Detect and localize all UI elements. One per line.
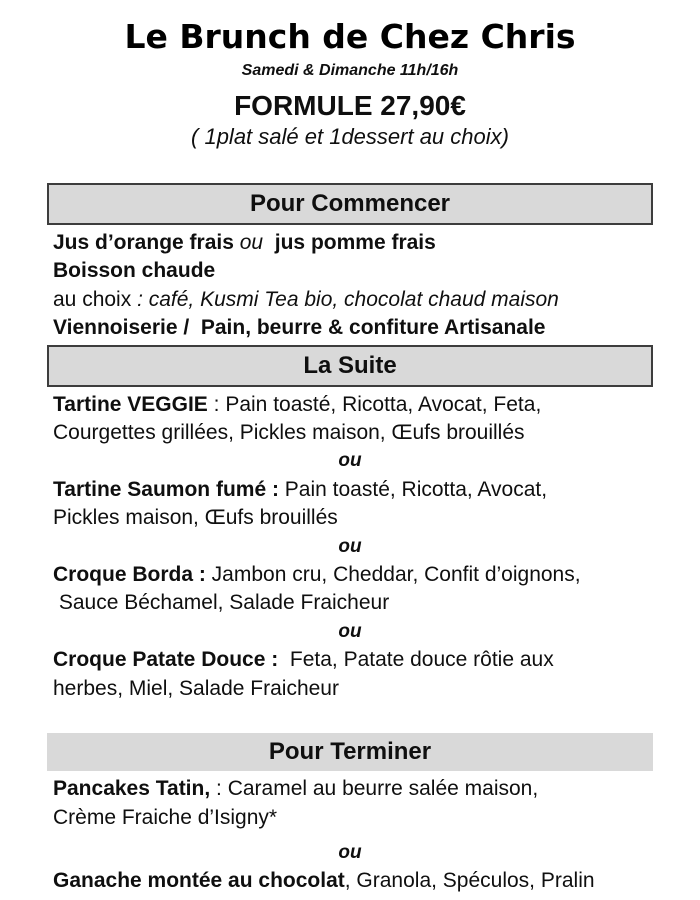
menu-line-run: Boisson chaude — [53, 259, 216, 283]
menu-line-run: : Pain toasté, Ricotta, Avocat, Feta, — [207, 392, 542, 416]
menu-line-run: Tartine VEGGIE — [53, 392, 208, 416]
menu-line-run: : Caramel au beurre salée maison, — [210, 777, 539, 801]
menu-line — [53, 419, 653, 447]
menu-line-run: Pain toasté, Ricotta, Avocat, — [278, 477, 548, 501]
menu-line-run: Sauce Béchamel, Salade Fraicheur — [53, 591, 390, 615]
menu-line-run: Jus d’orange frais — [53, 231, 240, 254]
menu-line-run: Courgettes grillées, Pickles maison, Œufs brouillés — [53, 421, 525, 445]
section-pour-commencer — [47, 183, 653, 343]
menu-line-run: ou — [239, 231, 264, 254]
menu-line — [53, 775, 653, 803]
menu-line — [53, 391, 653, 419]
menu-line — [53, 286, 653, 314]
menu-line — [53, 867, 653, 895]
menu-line-run: Pickles maison, Œufs brouillés — [53, 506, 338, 530]
menu-line — [53, 561, 653, 589]
menu-line-run: Croque Patate Douce : — [53, 648, 279, 672]
choice-separator: ou — [338, 841, 362, 863]
section-pour-terminer — [47, 733, 653, 896]
menu-line-run: Croque Borda : — [53, 563, 206, 587]
menu-line-run: au choix — [53, 287, 138, 311]
opening-hours: Samedi & Dimanche 11h/16h — [241, 62, 459, 79]
section-header-pour-terminer: Pour Terminer — [47, 733, 653, 771]
section-body-pour-commencer — [47, 225, 653, 343]
menu-line-run: : café, Kusmi Tea bio, chocolat chaud maison — [137, 287, 559, 311]
menu-line-run: Feta, Patate douce rôtie aux — [278, 648, 554, 672]
menu-line-run: jus pomme frais — [263, 231, 436, 254]
menu-line — [53, 476, 653, 504]
menu-line — [53, 257, 653, 285]
menu-line-run: , Granola, Spéculos, Pralin — [344, 869, 595, 893]
menu-line-run: Jambon cru, Cheddar, Confit d’oignons, — [205, 563, 581, 587]
menu-line-run: herbes, Miel, Salade Fraicheur — [53, 676, 339, 700]
menu-line-run: Crème Fraiche d’Isigny* — [53, 805, 278, 829]
choice-separator: ou — [338, 450, 362, 472]
choice-separator: ou — [338, 535, 362, 557]
choice-separator: ou — [338, 620, 362, 642]
menu-line — [53, 589, 653, 617]
menu-line — [53, 804, 653, 832]
menu-line — [53, 504, 653, 532]
formule-note: ( 1plat salé et 1dessert au choix) — [191, 124, 509, 149]
menu-line — [53, 229, 653, 257]
menu-line — [53, 314, 653, 342]
formule-price: FORMULE 27,90€ — [234, 90, 466, 121]
menu-line — [53, 675, 653, 703]
section-header-pour-commencer: Pour Commencer — [47, 183, 653, 225]
section-body-la-suite — [47, 387, 653, 703]
page-title: Le Brunch de Chez Chris — [124, 17, 576, 56]
section-header-la-suite: La Suite — [47, 345, 653, 387]
section-la-suite — [47, 345, 653, 703]
menu-line-run: Pancakes Tatin, — [53, 777, 211, 801]
menu-line-run: Viennoiserie / Pain, beurre & confiture Artisanale — [53, 316, 546, 340]
menu-line-run: Ganache montée au chocolat — [53, 869, 345, 893]
section-body-pour-terminer — [47, 771, 653, 896]
menu-line — [53, 646, 653, 674]
menu-header — [0, 16, 700, 150]
menu-line-run: Tartine Saumon fumé : — [53, 477, 279, 501]
